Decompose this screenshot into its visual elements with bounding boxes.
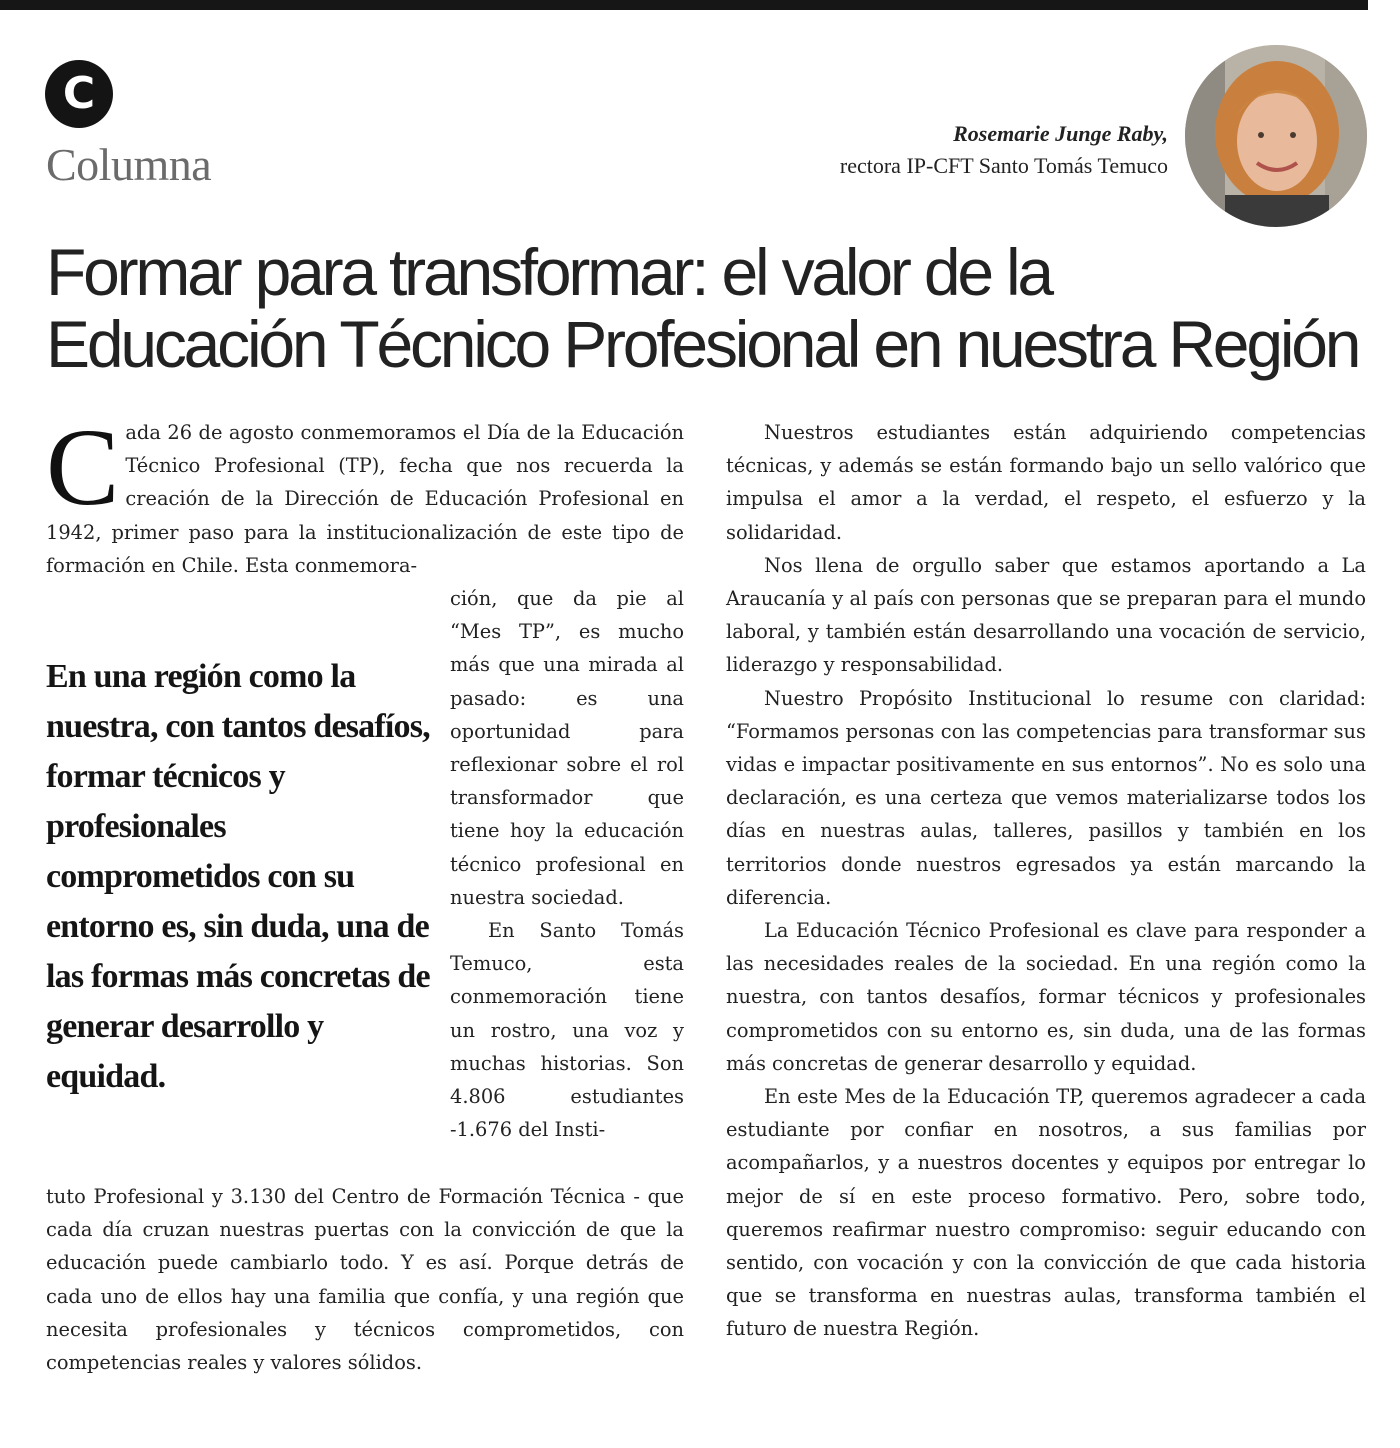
top-rule bbox=[0, 0, 1368, 10]
headline bbox=[46, 236, 1376, 380]
paragraph-1-text: ada 26 de agosto conmemoramos el Día de la Educación Técnico Profesional (TP), fecha que nos recuerda la creación de la Dirección de Educación Profesional en 1942, primer paso para la institucionalización de este tipo de formación en Chile. Esta conmemora- bbox=[46, 421, 684, 577]
author-name: Rosemarie Junge Raby, bbox=[953, 121, 1168, 146]
paragraph-7: En este Mes de la Educación TP, queremos agradecer a cada estudiante por confiar en nosotros, a sus familias por acompañarlos, y a nuestros docentes y equipos por entregar lo mejor de sí en este proceso formativo. Pero, sobre todo, queremos reafirmar nuestro compromiso: seguir educando con sentido, con vocación y con la convicción de que cada historia que se transforma en nuestras aulas, transforma también el futuro de nuestra Región. bbox=[726, 1085, 1366, 1341]
headline-line-2: Educación Técnico Profesional en nuestra Región bbox=[46, 307, 1359, 381]
article-column-narrow bbox=[450, 582, 684, 1146]
paragraph-4: Nos llena de orgullo saber que estamos aportando a La Araucanía y al país con personas que se preparan para el mundo laboral, y también están desarrollando una vocación de servicio, liderazgo y responsabilidad. bbox=[726, 553, 1366, 677]
paragraph-2-start: En Santo Tomás Temuco, esta conmemoración tiene un rostro, una voz y muchas historias. Son 4.806 estudiantes -1.676 del Insti- bbox=[450, 919, 684, 1142]
headline-line-1: Formar para transformar: el valor de la bbox=[46, 235, 1051, 309]
author-photo bbox=[1185, 45, 1367, 227]
article-column-left-bottom bbox=[46, 1180, 684, 1379]
section-label: Columna bbox=[46, 139, 212, 190]
paragraph-6: La Educación Técnico Profesional es clave para responder a las necesidades reales de la sociedad. En una región como la nuestra, con tantos desafíos, formar técnicos y profesionales comprometidos con su entorno es, sin duda, una de las formas más concretas de generar desarrollo y equidad. bbox=[726, 919, 1366, 1075]
paragraph-2-continued: tuto Profesional y 3.130 del Centro de Formación Técnica - que cada día cruzan nuestras puertas con la convicción de que la educación puede cambiarlo todo. Y es así. Porque detrás de cada uno de ellos hay una familia que confía, y una región que necesita profesionales y técnicos comprometidos, con competencias reales y valores sólidos. bbox=[46, 1185, 684, 1375]
author-role: rectora IP-CFT Santo Tomás Temuco bbox=[839, 153, 1168, 178]
article-column-left-top bbox=[46, 406, 684, 582]
drop-cap: C bbox=[46, 406, 120, 528]
article-column-right bbox=[726, 416, 1366, 1346]
paragraph-5: Nuestro Propósito Institucional lo resume con claridad: “Formamos personas con las competencias para transformar sus vidas e impactar positivamente en sus entornos”. No es solo una declaración, es una certeza que vemos materializarse todos los días en nuestras aulas, talleres, pasillos y también en los territorios donde nuestros egresados ya están marcando la diferencia. bbox=[726, 686, 1366, 909]
paragraph-1-continued: ción, que da pie al “Mes TP”, es mucho más que una mirada al pasado: es una oportunidad para reflexionar sobre el rol transformador que tiene hoy la educación técnico profesional en nuestra sociedad. bbox=[450, 587, 684, 909]
paragraph-3: Nuestros estudiantes están adquiriendo competencias técnicas, y además se están formando bajo un sello valórico que impulsa el amor a la verdad, el respeto, el esfuerzo y la solidaridad. bbox=[726, 421, 1366, 544]
pull-quote: En una región como la nuestra, con tantos desafíos, formar técnicos y profesionales comprometidos con su entorno es, sin duda, una de las formas más concretas de generar desarrollo y equidad. bbox=[46, 658, 430, 1095]
column-badge: C bbox=[45, 60, 113, 128]
author-byline bbox=[840, 118, 1168, 182]
author-portrait-image bbox=[1185, 45, 1367, 227]
paragraph-1-start bbox=[46, 406, 684, 582]
